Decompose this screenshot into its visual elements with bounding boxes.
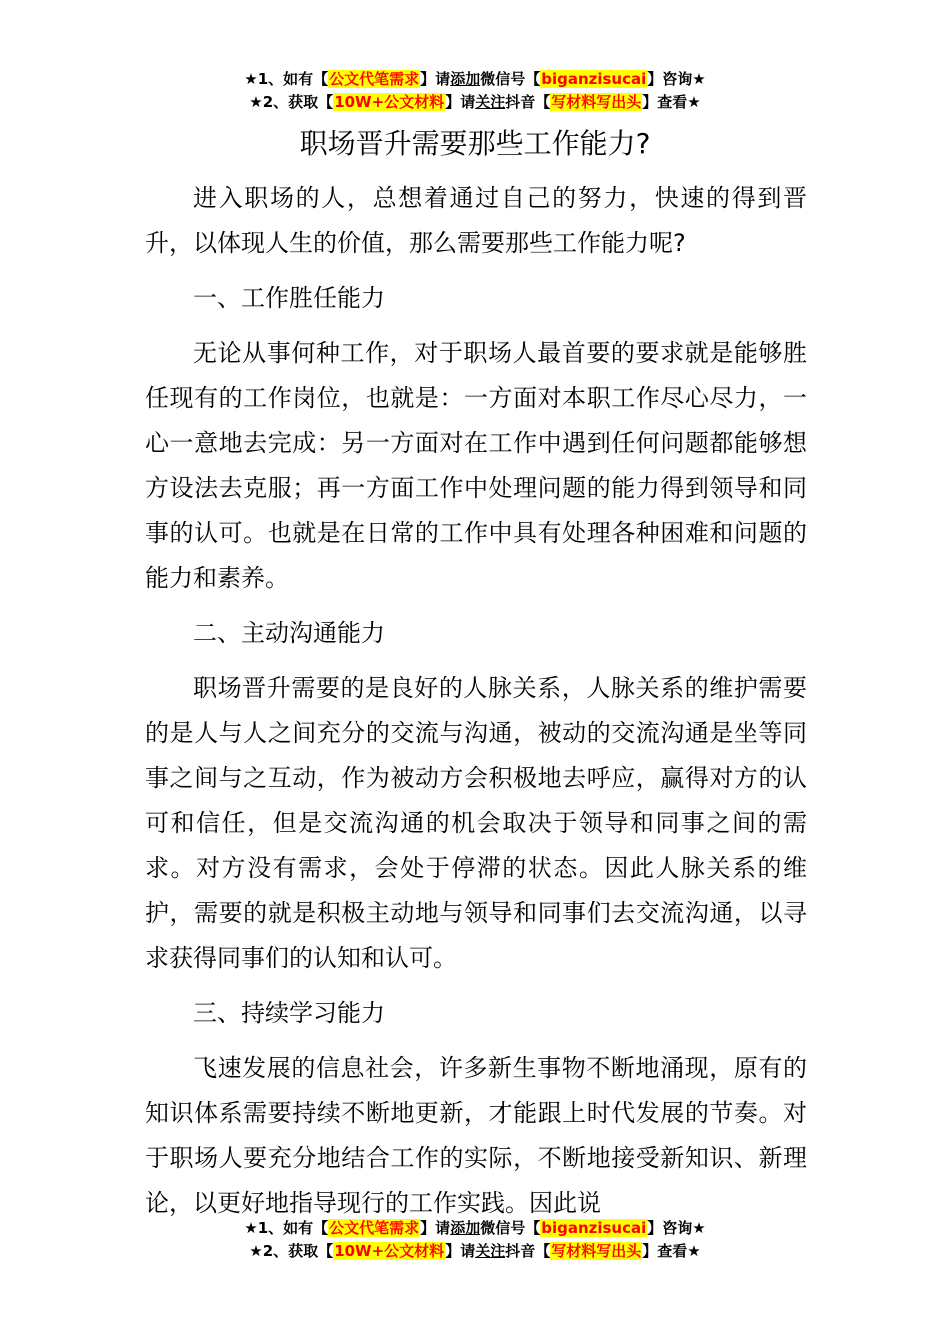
highlight-wechat-id: biganzisucai xyxy=(541,70,647,88)
paragraph-communication: 职场晋升需要的是良好的人脉关系，人脉关系的维护需要的是人与人之间充分的交流与沟通，被动的交流沟通是坐等同事之间与之互动，作为被动方会积极地去呼应，赢得对方的认可和信任，但是交流沟通的机会取决于领导和同事之间的需求。对方没有需求，会处于停滞的状态。因此人脉关系的维护，需要的就是积极主动地与领导和同事们去交流沟通，以寻求获得同事们的认知和认可。 xyxy=(145,674,807,972)
paragraph-intro: 进入职场的人，总想着通过自己的努力，快速的得到晋升，以体现人生的价值，那么需要那些工作能力呢? xyxy=(145,184,807,257)
highlight-wechat-id: biganzisucai xyxy=(541,1219,647,1237)
promo-line-1: ★1、如有【公文代笔需求】请添加微信号【biganzisucai】咨询★ xyxy=(244,1219,706,1237)
heading-learning: 三、持续学习能力 xyxy=(193,999,385,1027)
promo-banner-bottom xyxy=(0,1217,950,1263)
promo-line-2: ★2、获取【10W+公文材料】请关注抖音【写材料写出头】查看★ xyxy=(249,1242,701,1260)
highlight-materials: 10W+公文材料 xyxy=(334,93,445,111)
promo-banner-top xyxy=(0,68,950,114)
promo-line-1: ★1、如有【公文代笔需求】请添加微信号【biganzisucai】咨询★ xyxy=(244,70,706,88)
paragraph-learning: 飞速发展的信息社会，许多新生事物不断地涌现，原有的知识体系需要持续不断地更新，才能跟上时代发展的节奏。对于职场人要充分地结合工作的实际，不断地接受新知识、新理论，以更好地指导现行的工作实践。因此说 xyxy=(145,1054,807,1217)
heading-competence: 一、工作胜任能力 xyxy=(193,284,385,312)
paragraph-competence: 无论从事何种工作，对于职场人最首要的要求就是能够胜任现有的工作岗位，也就是：一方面对本职工作尽心尽力，一心一意地去完成：另一方面对在工作中遇到任何问题都能够想方设法去克服；再一方面工作中处理问题的能力得到领导和同事的认可。也就是在日常的工作中具有处理各种困难和问题的能力和素养。 xyxy=(145,339,807,592)
highlight-service: 公文代笔需求 xyxy=(329,70,420,88)
document-title: 职场晋升需要那些工作能力? xyxy=(299,127,651,160)
heading-communication: 二、主动沟通能力 xyxy=(193,619,385,647)
highlight-douyin: 写材料写出头 xyxy=(551,93,642,111)
document-body xyxy=(145,176,807,1236)
highlight-materials: 10W+公文材料 xyxy=(334,1242,445,1260)
highlight-douyin: 写材料写出头 xyxy=(551,1242,642,1260)
promo-line-2: ★2、获取【10W+公文材料】请关注抖音【写材料写出头】查看★ xyxy=(249,93,701,111)
highlight-service: 公文代笔需求 xyxy=(329,1219,420,1237)
